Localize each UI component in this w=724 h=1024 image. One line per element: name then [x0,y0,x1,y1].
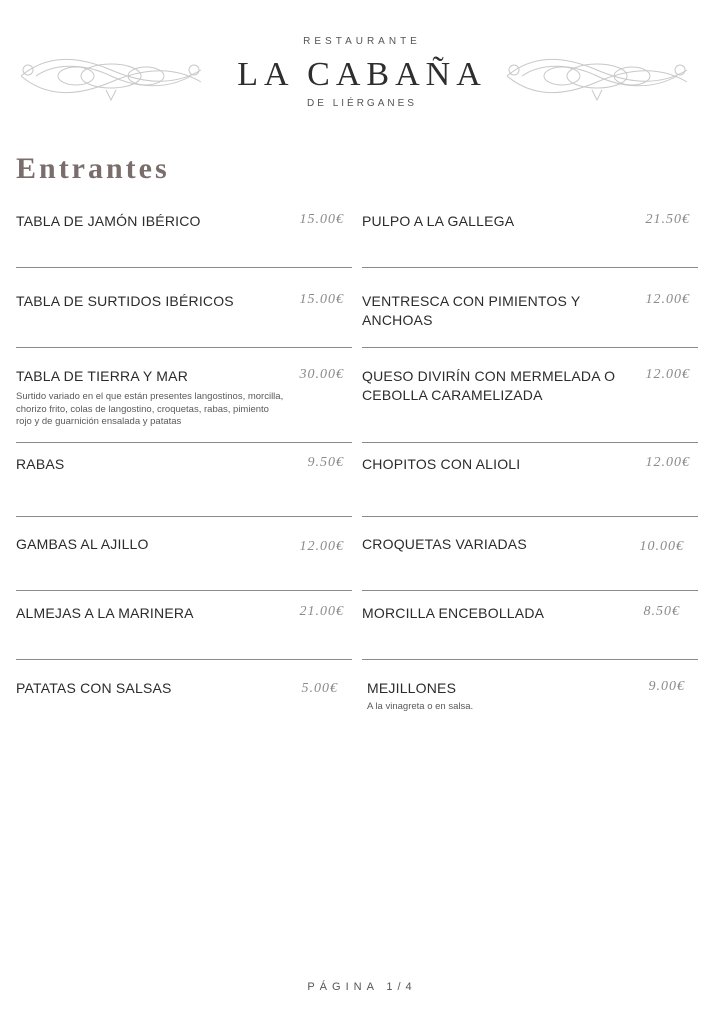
menu-item [362,292,698,348]
item-name: CHOPITOS CON ALIOLI [362,456,521,472]
item-name: RABAS [16,456,65,472]
item-price: 21.00€ [299,604,344,619]
item-price: 10.00€ [639,539,684,554]
menu-item [362,604,698,660]
item-name: GAMBAS AL AJILLO [16,536,149,552]
item-name: TABLA DE TIERRA Y MAR [16,368,189,384]
item-price: 5.00€ [301,681,338,696]
item-name: VENTRESCA CON PIMIENTOS Y ANCHOAS [362,293,581,328]
restaurant-name: LA CABAÑA [237,56,487,93]
item-name: TABLA DE SURTIDOS IBÉRICOS [16,293,234,309]
page-number: PÁGINA 1/4 [307,981,417,993]
item-price: 30.00€ [299,367,344,382]
item-name: CROQUETAS VARIADAS [362,536,527,552]
item-price: 12.00€ [645,455,690,470]
item-price: 12.00€ [645,292,690,307]
menu-item [16,212,352,268]
item-description: Surtido variado en el que están presentes langostinos, morcilla, chorizo frito, colas de langostino, croquetas, rabas, pimiento rojo y de guarnición ensalada y patatas [16,391,284,427]
item-price: 12.00€ [299,539,344,554]
item-price: 15.00€ [299,292,344,307]
menu-item [16,367,352,443]
item-price: 12.00€ [645,367,690,382]
item-name: PATATAS CON SALSAS [16,680,172,696]
section-title: Entrantes [16,152,170,185]
menu-item [362,367,698,443]
menu-item [16,535,352,591]
menu-item [362,455,698,517]
menu-item [16,604,352,660]
item-name: TABLA DE JAMÓN IBÉRICO [16,213,201,229]
item-name: ALMEJAS A LA MARINERA [16,605,194,621]
menu-item [16,292,352,348]
item-price: 9.00€ [648,679,685,694]
menu-item [367,679,703,719]
item-name: MEJILLONES [367,680,457,696]
menu-item [16,455,352,517]
menu-item [16,679,352,719]
menu-header [0,0,724,120]
item-price: 8.50€ [643,604,680,619]
restaurant-label: RESTAURANTE [303,36,421,47]
menu-item [362,212,698,268]
item-price: 15.00€ [299,212,344,227]
item-name: MORCILLA ENCEBOLLADA [362,605,545,621]
menu-item [362,535,698,591]
item-name: QUESO DIVIRÍN CON MERMELADA O CEBOLLA CARAMELIZADA [362,368,616,403]
item-price: 9.50€ [307,455,344,470]
item-price: 21.50€ [645,212,690,227]
restaurant-location: DE LIÉRGANES [307,98,417,109]
item-description: A la vinagreta o en salsa. [367,701,474,712]
item-name: PULPO A LA GALLEGA [362,213,515,229]
